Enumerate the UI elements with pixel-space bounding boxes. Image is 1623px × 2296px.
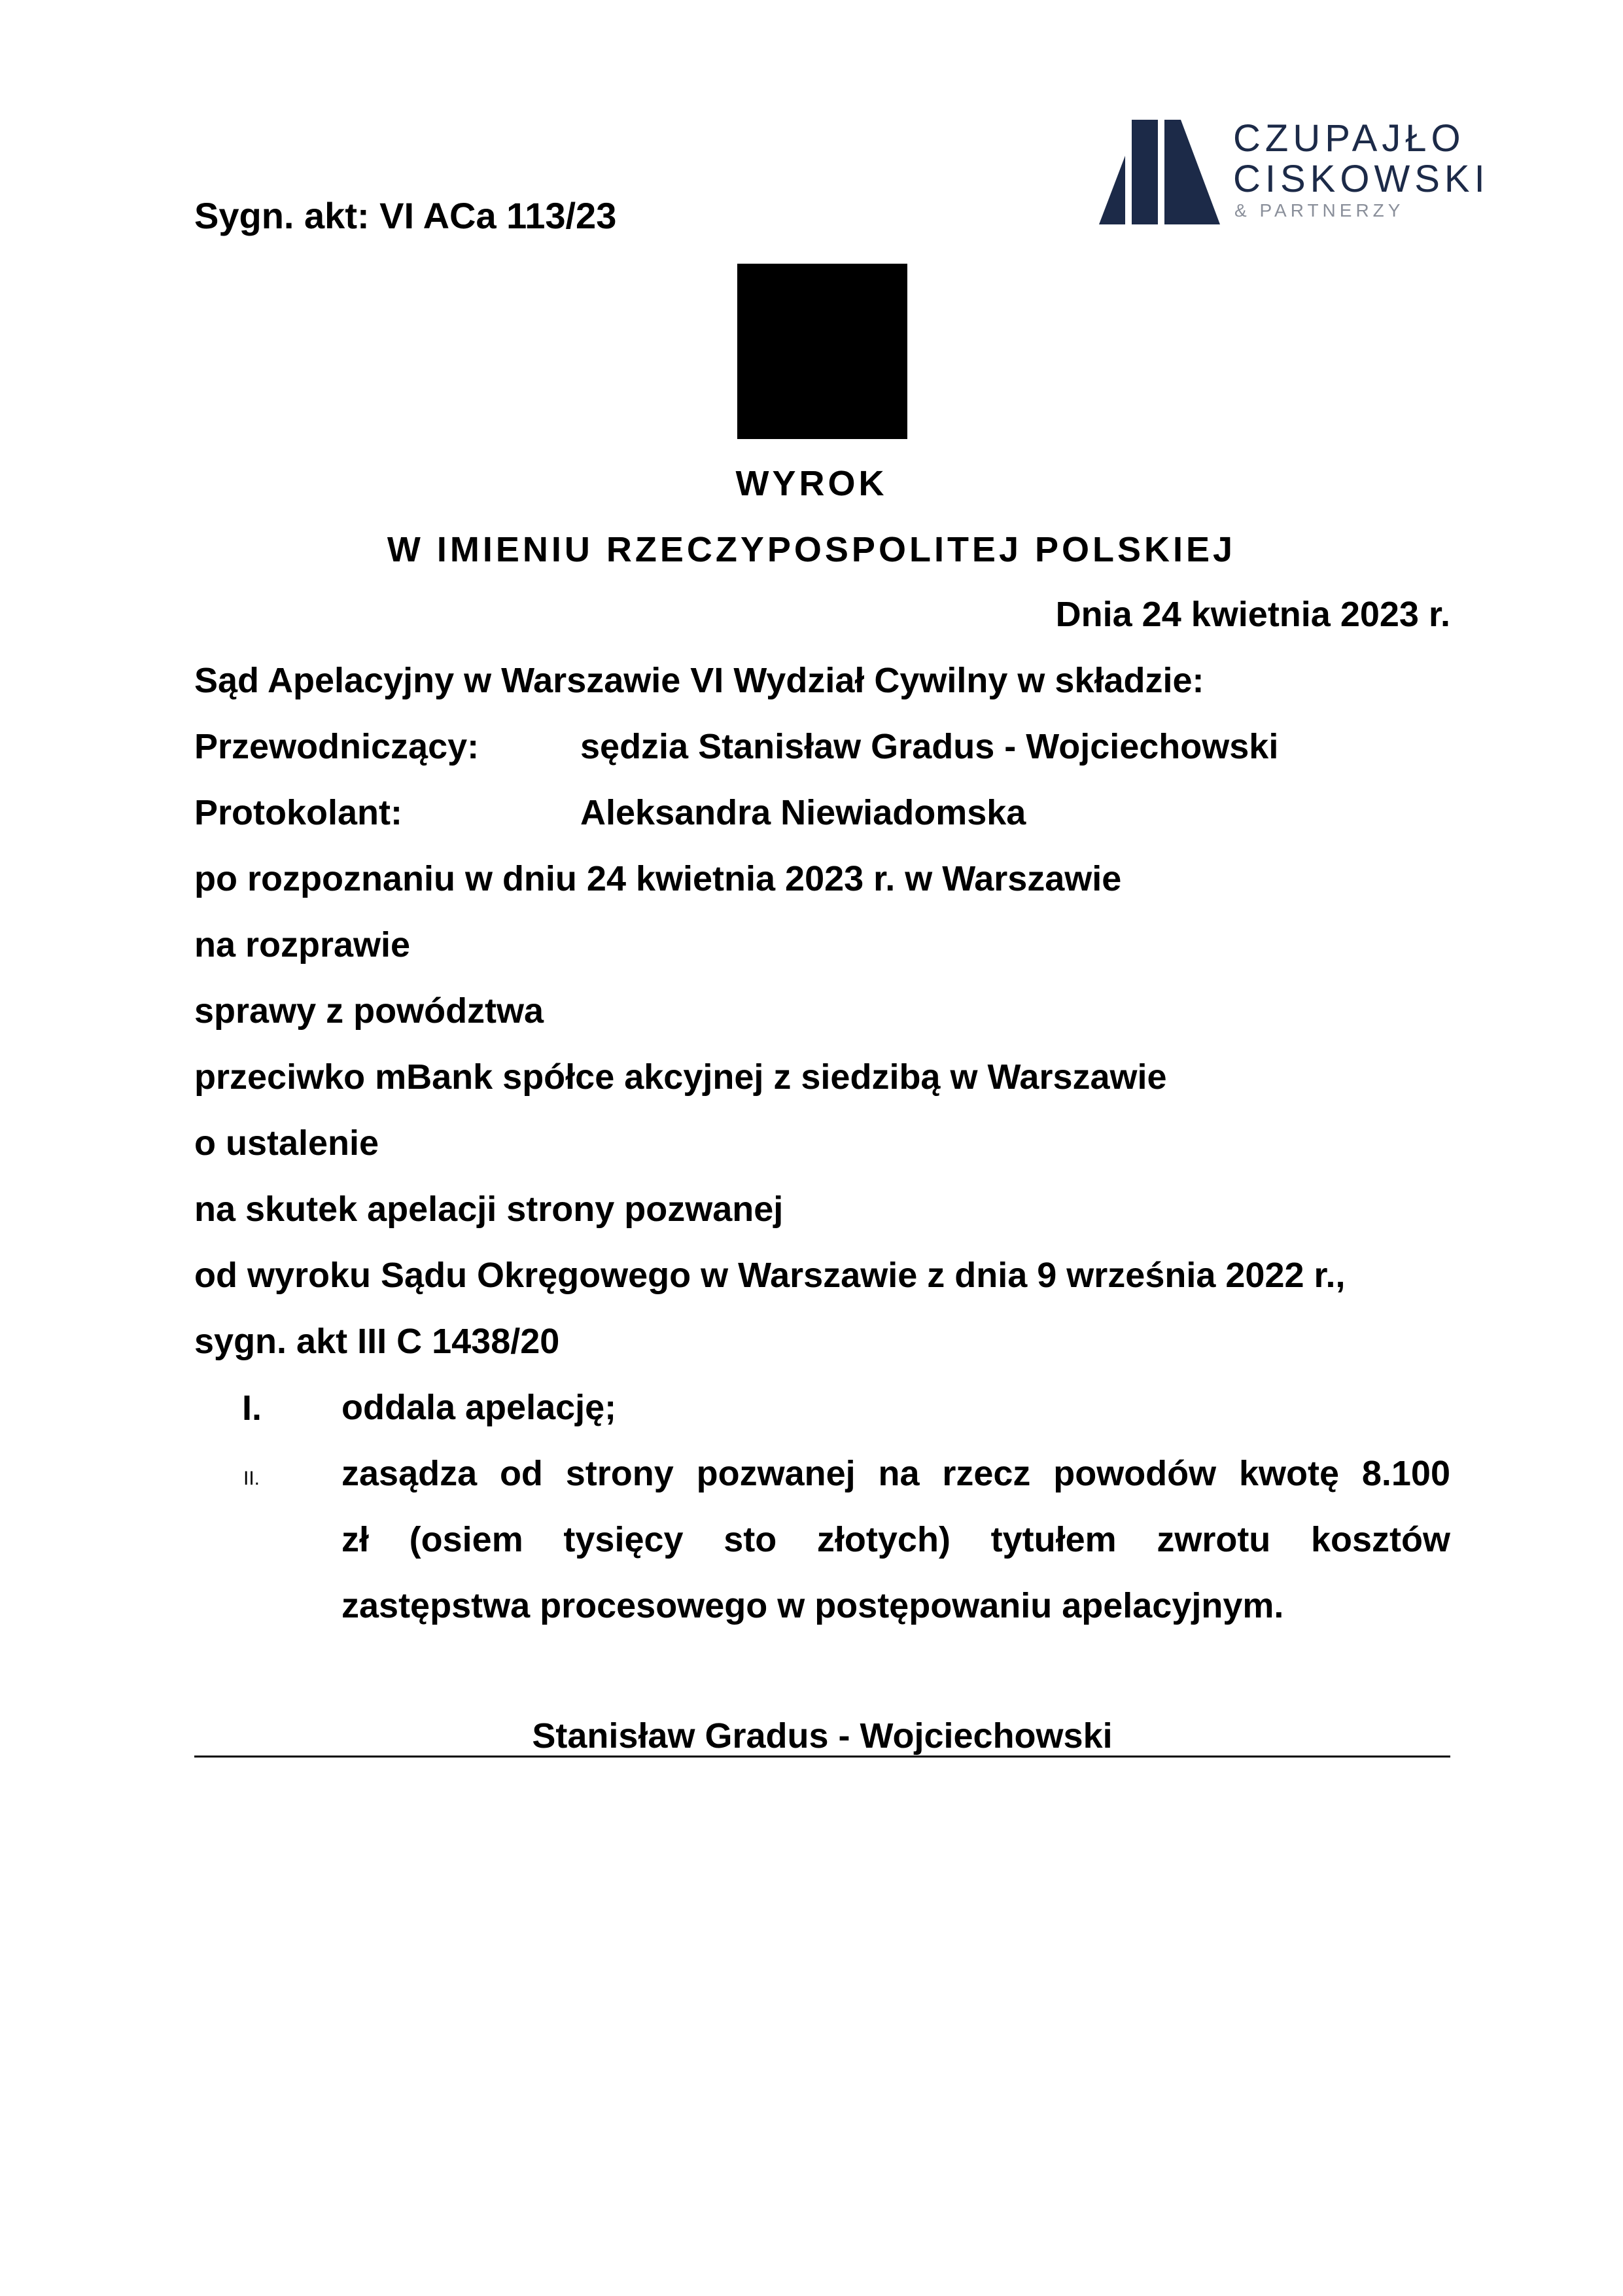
chair-value: sędzia Stanisław Gradus - Wojciechowski — [580, 727, 1279, 766]
body-line: sygn. akt III C 1438/20 — [194, 1322, 560, 1361]
court-composition-heading: Sąd Apelacyjny w Warszawie VI Wydział Cywilny w składzie: — [194, 661, 1204, 700]
point-text-2-line: zastępstwa procesowego w postępowaniu apelacyjnym. — [341, 1586, 1284, 1625]
logo-text-line1: CZUPAJŁO — [1233, 117, 1465, 160]
point-text-2-line: zasądza od strony pozwanej na rzecz powodów kwotę 8.100 — [341, 1454, 1450, 1493]
judgment-subtitle: W IMIENIU RZECZYPOSPOLITEJ POLSKIEJ — [387, 530, 1236, 569]
body-line: na skutek apelacji strony pozwanej — [194, 1190, 784, 1229]
logo-text-line2: CISKOWSKI — [1233, 158, 1490, 200]
judgment-title: WYROK — [735, 464, 888, 503]
logo-mark-icon — [1099, 116, 1230, 228]
case-signature: Sygn. akt: VI ACa 113/23 — [194, 195, 617, 236]
redacted-emblem — [737, 264, 907, 439]
point-numeral-2: II. — [243, 1468, 260, 1489]
chair-label: Przewodniczący: — [194, 727, 480, 766]
body-line: po rozpoznaniu w dniu 24 kwietnia 2023 r. w Warszawie — [194, 859, 1122, 898]
clerk-label: Protokolant: — [194, 793, 402, 832]
logo-text-line3: & PARTNERZY — [1234, 200, 1405, 221]
body-line: od wyroku Sądu Okręgowego w Warszawie z dnia 9 września 2022 r., — [194, 1256, 1346, 1295]
signature-rule — [194, 1756, 1450, 1757]
body-line: sprawy z powództwa — [194, 991, 544, 1031]
judgment-date: Dnia 24 kwietnia 2023 r. — [1055, 595, 1450, 634]
judge-signature: Stanisław Gradus - Wojciechowski — [532, 1716, 1113, 1756]
point-numeral-1: I. — [242, 1388, 262, 1428]
firm-logo — [1099, 116, 1518, 234]
body-line: przeciwko mBank spółce akcyjnej z siedzibą w Warszawie — [194, 1057, 1167, 1097]
clerk-value: Aleksandra Niewiadomska — [580, 793, 1026, 832]
body-line: o ustalenie — [194, 1123, 379, 1163]
point-text-1: oddala apelację; — [341, 1388, 617, 1427]
body-line: na rozprawie — [194, 925, 411, 964]
point-text-2-line: zł (osiem tysięcy sto złotych) tytułem zwrotu kosztów — [341, 1520, 1450, 1559]
